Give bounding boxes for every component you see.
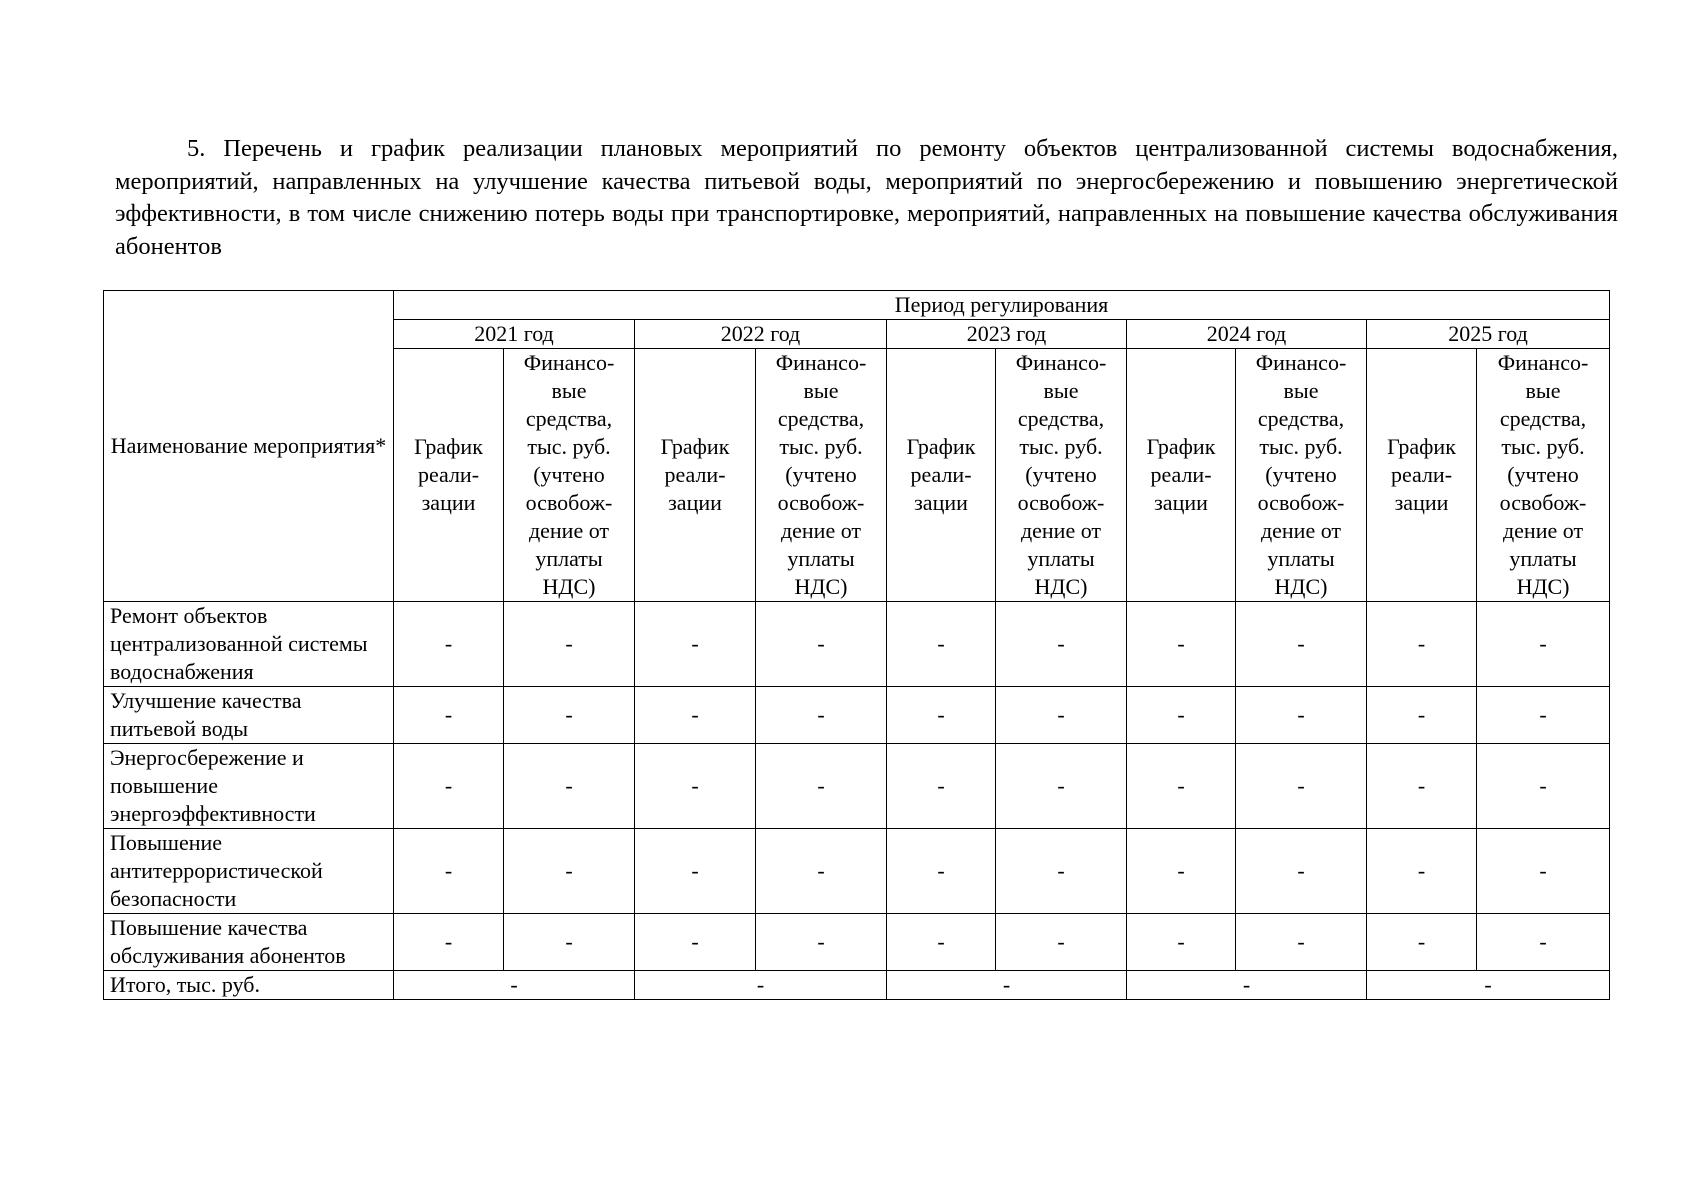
total-value: - xyxy=(394,971,635,1000)
value-cell: - xyxy=(1127,914,1236,971)
value-cell: - xyxy=(1477,744,1610,829)
finance-subheader: Финансо-вые средства, тыс. руб. (учтено освобож-дение от уплаты НДС) xyxy=(996,349,1127,602)
schedule-subheader: График реали-зации xyxy=(887,349,996,602)
value-cell: - xyxy=(996,829,1127,914)
total-value: - xyxy=(635,971,887,1000)
plan-table xyxy=(103,290,1610,1000)
value-cell: - xyxy=(996,914,1127,971)
section-heading: 5. Перечень и график реализации плановых мероприятий по ремонту объектов централизованной системы водоснабжения, мероприятий, направленных на улучшение качества питьевой воды, мероприятий по энергосбережению и повышению энергетической эффективности, в том числе снижению потерь воды при транспортировке, мероприятий, направленных на повышение качества обслуживания абонентов xyxy=(115,135,1618,260)
value-cell: - xyxy=(1127,829,1236,914)
value-cell: - xyxy=(887,744,996,829)
value-cell: - xyxy=(1367,744,1477,829)
value-cell: - xyxy=(1127,602,1236,687)
value-cell: - xyxy=(1127,687,1236,744)
total-label: Итого, тыс. руб. xyxy=(104,971,394,1000)
value-cell: - xyxy=(394,602,504,687)
value-cell: - xyxy=(887,914,996,971)
total-value: - xyxy=(1127,971,1367,1000)
year-header: 2023 год xyxy=(887,320,1127,349)
value-cell: - xyxy=(1236,744,1367,829)
total-value: - xyxy=(887,971,1127,1000)
value-cell: - xyxy=(1477,829,1610,914)
total-value: - xyxy=(1367,971,1610,1000)
activity-name: Повышение антитеррористической безопасности xyxy=(104,829,394,914)
value-cell: - xyxy=(756,914,887,971)
value-cell: - xyxy=(1367,914,1477,971)
value-cell: - xyxy=(1367,829,1477,914)
value-cell: - xyxy=(394,914,504,971)
schedule-subheader: График реали-зации xyxy=(1127,349,1236,602)
value-cell: - xyxy=(394,829,504,914)
activity-name: Энергосбережение и повышение энергоэффективности xyxy=(104,744,394,829)
finance-subheader: Финансо-вые средства, тыс. руб. (учтено освобож-дение от уплаты НДС) xyxy=(504,349,635,602)
value-cell: - xyxy=(635,744,756,829)
value-cell: - xyxy=(996,687,1127,744)
table-row xyxy=(104,602,1610,687)
value-cell: - xyxy=(504,744,635,829)
value-cell: - xyxy=(394,687,504,744)
table-row xyxy=(104,687,1610,744)
value-cell: - xyxy=(1477,914,1610,971)
value-cell: - xyxy=(504,914,635,971)
year-header: 2024 год xyxy=(1127,320,1367,349)
period-header: Период регулирования xyxy=(394,291,1610,320)
value-cell: - xyxy=(504,602,635,687)
value-cell: - xyxy=(887,687,996,744)
schedule-subheader: График реали-зации xyxy=(635,349,756,602)
year-header: 2025 год xyxy=(1367,320,1610,349)
value-cell: - xyxy=(1236,602,1367,687)
value-cell: - xyxy=(1477,687,1610,744)
value-cell: - xyxy=(635,687,756,744)
value-cell: - xyxy=(1477,602,1610,687)
activity-name: Улучшение качества питьевой воды xyxy=(104,687,394,744)
finance-subheader: Финансо-вые средства, тыс. руб. (учтено освобож-дение от уплаты НДС) xyxy=(1477,349,1610,602)
finance-subheader: Финансо-вые средства, тыс. руб. (учтено освобож-дение от уплаты НДС) xyxy=(756,349,887,602)
total-row xyxy=(104,971,1610,1000)
value-cell: - xyxy=(756,744,887,829)
name-column-header: Наименование мероприятия* xyxy=(104,291,394,602)
value-cell: - xyxy=(504,687,635,744)
finance-subheader: Финансо-вые средства, тыс. руб. (учтено освобож-дение от уплаты НДС) xyxy=(1236,349,1367,602)
value-cell: - xyxy=(504,829,635,914)
table-row xyxy=(104,744,1610,829)
year-header: 2021 год xyxy=(394,320,635,349)
value-cell: - xyxy=(1367,687,1477,744)
value-cell: - xyxy=(635,602,756,687)
activity-name: Повышение качества обслуживания абонентов xyxy=(104,914,394,971)
schedule-subheader: График реали-зации xyxy=(394,349,504,602)
value-cell: - xyxy=(1236,687,1367,744)
value-cell: - xyxy=(887,602,996,687)
table-row xyxy=(104,829,1610,914)
value-cell: - xyxy=(1367,602,1477,687)
value-cell: - xyxy=(1236,829,1367,914)
value-cell: - xyxy=(887,829,996,914)
value-cell: - xyxy=(1236,914,1367,971)
table-row xyxy=(104,914,1610,971)
value-cell: - xyxy=(996,602,1127,687)
schedule-subheader: График реали-зации xyxy=(1367,349,1477,602)
value-cell: - xyxy=(756,602,887,687)
value-cell: - xyxy=(635,914,756,971)
value-cell: - xyxy=(996,744,1127,829)
value-cell: - xyxy=(394,744,504,829)
value-cell: - xyxy=(756,829,887,914)
value-cell: - xyxy=(635,829,756,914)
value-cell: - xyxy=(756,687,887,744)
year-header: 2022 год xyxy=(635,320,887,349)
value-cell: - xyxy=(1127,744,1236,829)
activity-name: Ремонт объектов централизованной системы водоснабжения xyxy=(104,602,394,687)
